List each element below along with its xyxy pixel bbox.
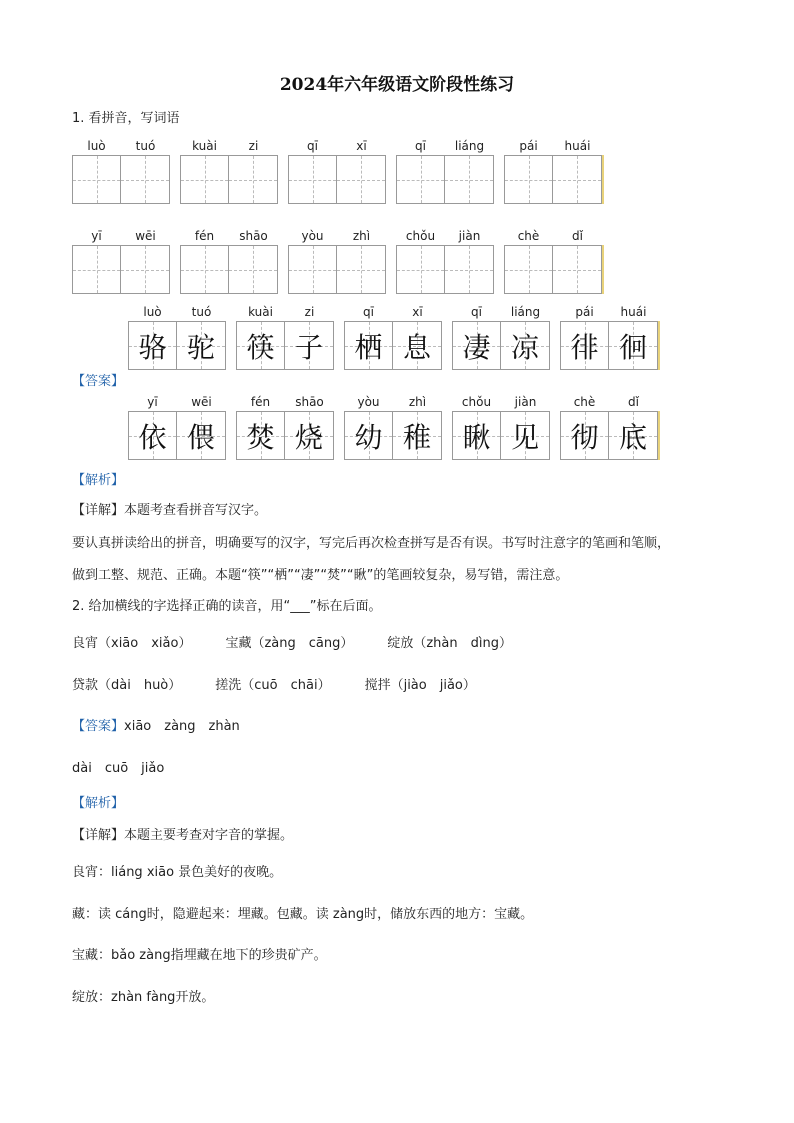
pinyin-label: fén xyxy=(194,229,215,243)
writing-box[interactable] xyxy=(288,155,337,204)
answer-char-box xyxy=(501,411,550,460)
word-group xyxy=(288,139,386,204)
q2-explain-3: 宝藏：bǎo zàng指埋藏在地下的珍贵矿产。 xyxy=(72,948,327,963)
pinyin-label: qī xyxy=(471,305,482,319)
pinyin-label: chǒu xyxy=(405,229,436,243)
writing-box[interactable] xyxy=(553,155,602,204)
writing-box[interactable] xyxy=(396,245,445,294)
pinyin-label: shāo xyxy=(295,395,324,409)
writing-box[interactable] xyxy=(229,245,278,294)
word-group xyxy=(72,229,170,294)
answer-char: 凄 xyxy=(462,330,491,364)
detail-line: 【详解】本题考查看拼音写汉字。 xyxy=(72,503,268,518)
pinyin-label: yòu xyxy=(357,395,380,409)
answer-char: 瞅 xyxy=(462,420,491,454)
word-group xyxy=(236,305,334,370)
pinyin-label: yòu xyxy=(301,229,324,243)
writing-box[interactable] xyxy=(445,245,494,294)
answer-char: 驼 xyxy=(186,330,215,364)
answer-char: 见 xyxy=(510,420,539,454)
answer-char: 息 xyxy=(402,330,431,364)
answer-char-box xyxy=(560,321,609,370)
q2-explain-4: 绽放：zhàn fàng开放。 xyxy=(72,990,215,1005)
pinyin-label: kuài xyxy=(192,139,217,153)
answer-tag: 【答案】 xyxy=(72,374,125,389)
writing-box[interactable] xyxy=(72,245,121,294)
page-title: 2024年六年级语文阶段性练习 xyxy=(279,75,515,95)
pinyin-label: qī xyxy=(415,139,426,153)
pinyin-label: jiàn xyxy=(458,229,481,243)
answer-row-2 xyxy=(128,395,660,460)
pinyin-label: wēi xyxy=(135,229,156,243)
pinyin-label: chè xyxy=(573,395,596,409)
word-group xyxy=(452,395,550,460)
pinyin-label: luò xyxy=(143,305,162,319)
word-group xyxy=(128,305,226,370)
answer-char: 幼 xyxy=(354,420,383,454)
pinyin-label: dǐ xyxy=(628,395,639,409)
answer-char-box xyxy=(452,411,501,460)
word-group xyxy=(560,305,660,370)
writing-box[interactable] xyxy=(229,155,278,204)
answer-char-box xyxy=(177,411,226,460)
q2-detail-line: 【详解】本题主要考查对字音的掌握。 xyxy=(72,828,294,843)
q2-answer-line-2: dài cuō jiǎo xyxy=(72,761,165,776)
writing-box[interactable] xyxy=(445,155,494,204)
answer-char-box xyxy=(452,321,501,370)
answer-char-box xyxy=(285,411,334,460)
pinyin-label: huái xyxy=(564,139,591,153)
answer-char-box xyxy=(128,411,177,460)
pinyin-label: dǐ xyxy=(572,229,583,243)
pinyin-label: xī xyxy=(412,305,423,319)
pinyin-label: xī xyxy=(356,139,367,153)
answer-row-1 xyxy=(128,305,660,370)
pinyin-label: zhì xyxy=(352,229,371,243)
exercise-row-2 xyxy=(72,229,604,294)
writing-box[interactable] xyxy=(72,155,121,204)
pinyin-label: zhì xyxy=(408,395,427,409)
pinyin-label: jiàn xyxy=(514,395,537,409)
pinyin-label: liáng xyxy=(510,305,541,319)
answer-char-box xyxy=(609,411,658,460)
pinyin-label: tuó xyxy=(135,139,156,153)
answer-char: 栖 xyxy=(354,330,383,364)
word-group xyxy=(236,395,334,460)
writing-box[interactable] xyxy=(553,245,602,294)
word-group xyxy=(128,395,226,460)
answer-char: 底 xyxy=(618,420,647,454)
pinyin-label: kuài xyxy=(248,305,273,319)
answer-char-box xyxy=(128,321,177,370)
answer-char: 凉 xyxy=(510,330,539,364)
pinyin-label: tuó xyxy=(191,305,212,319)
pinyin-label: luò xyxy=(87,139,106,153)
word-group xyxy=(396,139,494,204)
writing-box[interactable] xyxy=(396,155,445,204)
pinyin-label: wēi xyxy=(191,395,212,409)
answer-char-box xyxy=(177,321,226,370)
writing-box[interactable] xyxy=(180,245,229,294)
q2-explain-2: 藏：读 cáng时，隐避起来：埋藏。包藏。读 zàng时，储放东西的地方：宝藏。 xyxy=(72,907,534,922)
writing-box[interactable] xyxy=(504,245,553,294)
answer-char-box xyxy=(285,321,334,370)
answer-char: 子 xyxy=(294,330,323,364)
q2-items-row-2: 贷款（dài huò） 搓洗（cuō chāi） 搅拌（jiào jiǎo） xyxy=(72,678,476,693)
answer-char-box xyxy=(344,411,393,460)
word-group xyxy=(504,139,604,204)
q2-explain-1: 良宵：liáng xiāo 景色美好的夜晚。 xyxy=(72,865,283,880)
answer-char: 稚 xyxy=(402,420,431,454)
explain-line-2: 做到工整、规范、正确。本题“筷”“栖”“凄”“焚”“瞅”的笔画较复杂，易写错，需注意。 xyxy=(72,568,569,583)
writing-box[interactable] xyxy=(337,155,386,204)
answer-char: 筷 xyxy=(246,330,275,364)
q2-answer-line-1: 【答案】xiāo zàng zhàn xyxy=(72,719,240,734)
pinyin-label: qī xyxy=(307,139,318,153)
word-group xyxy=(344,395,442,460)
answer-char-box xyxy=(393,411,442,460)
pinyin-label: liáng xyxy=(454,139,485,153)
writing-box[interactable] xyxy=(504,155,553,204)
word-group xyxy=(180,229,278,294)
writing-box[interactable] xyxy=(337,245,386,294)
explain-line-1: 要认真拼读给出的拼音，明确要写的汉字，写完后再次检查拼写是否有误。书写时注意字的笔画和笔顺， xyxy=(72,536,671,551)
answer-char-box xyxy=(344,321,393,370)
answer-char: 彻 xyxy=(570,420,599,454)
pinyin-label: huái xyxy=(620,305,647,319)
question-1: 1. 看拼音，写词语 xyxy=(72,111,180,126)
pinyin-label: pái xyxy=(519,139,538,153)
q2-items-row-1: 良宵（xiāo xiǎo） 宝藏（zàng cāng） 绽放（zhàn dìng） xyxy=(72,636,512,651)
pinyin-label: zi xyxy=(304,305,315,319)
pinyin-label: chè xyxy=(517,229,540,243)
writing-box[interactable] xyxy=(288,245,337,294)
q2-analysis-tag: 【解析】 xyxy=(72,796,125,811)
word-group xyxy=(180,139,278,204)
word-group xyxy=(560,395,660,460)
word-group xyxy=(344,305,442,370)
writing-box[interactable] xyxy=(180,155,229,204)
answer-char: 依 xyxy=(138,420,167,454)
answer-char: 偎 xyxy=(186,420,215,454)
pinyin-label: chǒu xyxy=(461,395,492,409)
analysis-tag: 【解析】 xyxy=(72,473,125,488)
word-group xyxy=(396,229,494,294)
answer-char-box xyxy=(501,321,550,370)
answer-char-box xyxy=(236,411,285,460)
word-group xyxy=(288,229,386,294)
word-group xyxy=(72,139,170,204)
pinyin-label: qī xyxy=(363,305,374,319)
pinyin-label: pái xyxy=(575,305,594,319)
answer-char-box xyxy=(236,321,285,370)
pinyin-label: fén xyxy=(250,395,271,409)
exercise-row-1 xyxy=(72,139,604,204)
pinyin-label: yī xyxy=(147,395,158,409)
writing-box[interactable] xyxy=(121,155,170,204)
answer-char: 骆 xyxy=(138,330,167,364)
pinyin-label: zi xyxy=(248,139,259,153)
answer-char: 徘 xyxy=(570,330,599,364)
answer-char-box xyxy=(560,411,609,460)
answer-char: 烧 xyxy=(294,420,323,454)
answer-char-box xyxy=(393,321,442,370)
word-group xyxy=(452,305,550,370)
answer-char: 徊 xyxy=(618,330,647,364)
question-2: 2. 给加横线的字选择正确的读音，用“___”标在后面。 xyxy=(72,599,382,614)
pinyin-label: yī xyxy=(91,229,102,243)
writing-box[interactable] xyxy=(121,245,170,294)
answer-char: 焚 xyxy=(246,420,275,454)
answer-char-box xyxy=(609,321,658,370)
pinyin-label: shāo xyxy=(239,229,268,243)
word-group xyxy=(504,229,604,294)
